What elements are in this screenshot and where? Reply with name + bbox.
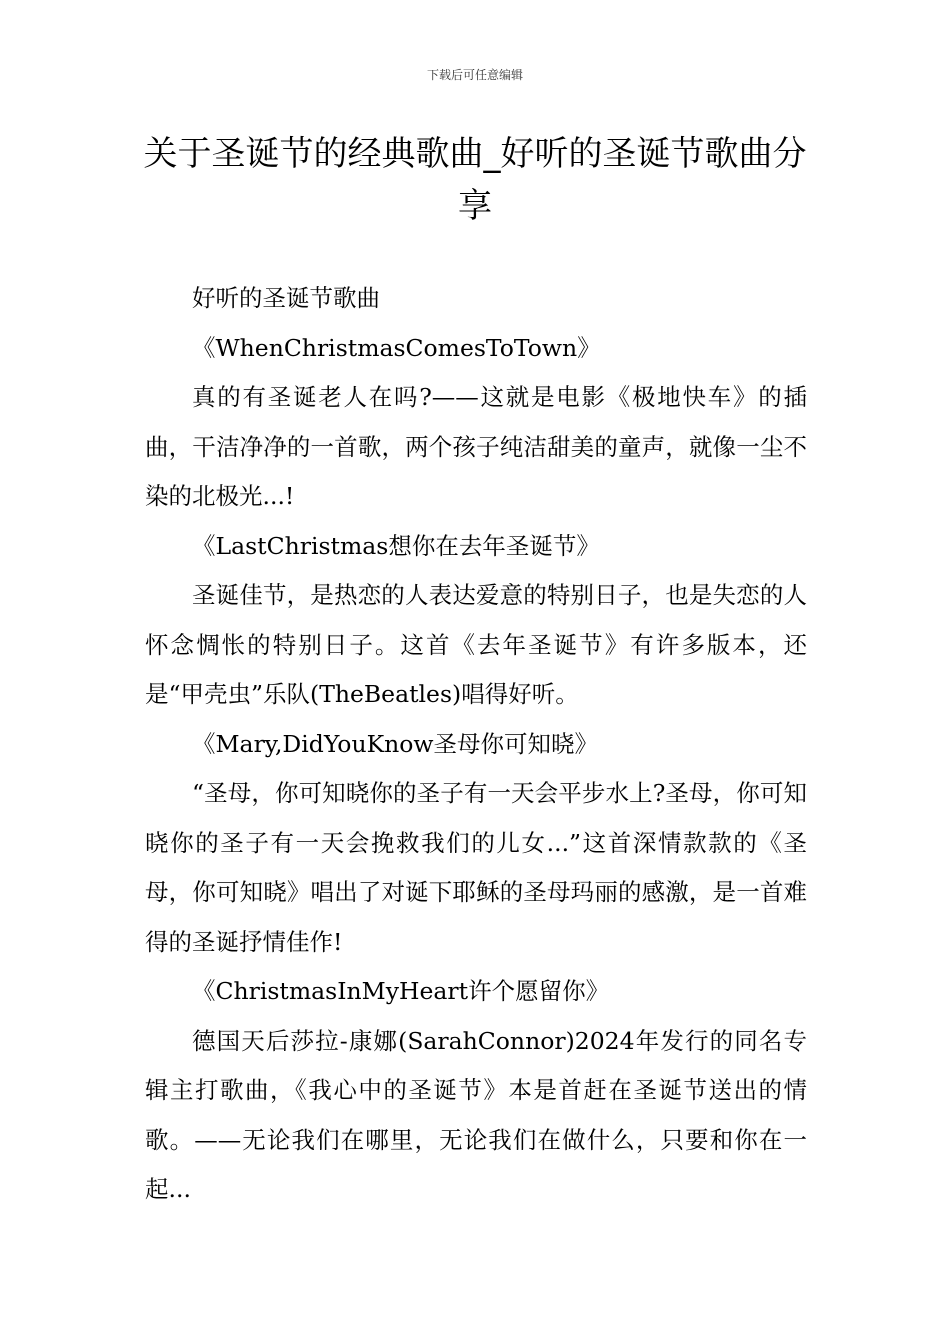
song-title: 《ChristmasInMyHeart许个愿留你》 bbox=[192, 977, 610, 1005]
song-title: 《Mary,DidYouKnow圣母你可知晓》 bbox=[192, 729, 599, 758]
song-description: “圣母，你可知晓你的圣子有一天会平步水上?圣母，你可知晓你的圣子有一天会挽救我们的儿女...”这首深情款款的《圣母，你可知晓》唱出了对诞下耶稣的圣母玛丽的感激，是一首难得的圣诞抒情佳作! bbox=[145, 779, 807, 956]
song-description: 德国天后莎拉-康娜(SarahConnor)2024年发行的同名专辑主打歌曲，《我心中的圣诞节》本是首赶在圣诞节送出的情歌。——无论我们在哪里，无论我们在做什么，只要和你在一起... bbox=[145, 1026, 807, 1203]
document-title: 关于圣诞节的经典歌曲_好听的圣诞节歌曲分享 bbox=[143, 134, 807, 226]
song-description: 圣诞佳节，是热恋的人表达爱意的特别日子，也是失恋的人怀念惆怅的特别日子。这首《去年圣诞节》有许多版本，还是“甲壳虫”乐队(TheBeatles)唱得好听。 bbox=[145, 581, 807, 708]
song-description: 真的有圣诞老人在吗?——这就是电影《极地快车》的插曲，干洁净净的一首歌，两个孩子纯洁甜美的童声，就像一尘不染的北极光...! bbox=[145, 383, 807, 510]
song-title: 《LastChristmas想你在去年圣诞节》 bbox=[192, 531, 600, 560]
song-title: 《WhenChristmasComesToTown》 bbox=[192, 333, 601, 362]
header-note: 下载后可任意编辑 bbox=[426, 68, 523, 82]
document-body bbox=[145, 274, 807, 1215]
section-heading: 好听的圣诞节歌曲 bbox=[192, 284, 380, 312]
